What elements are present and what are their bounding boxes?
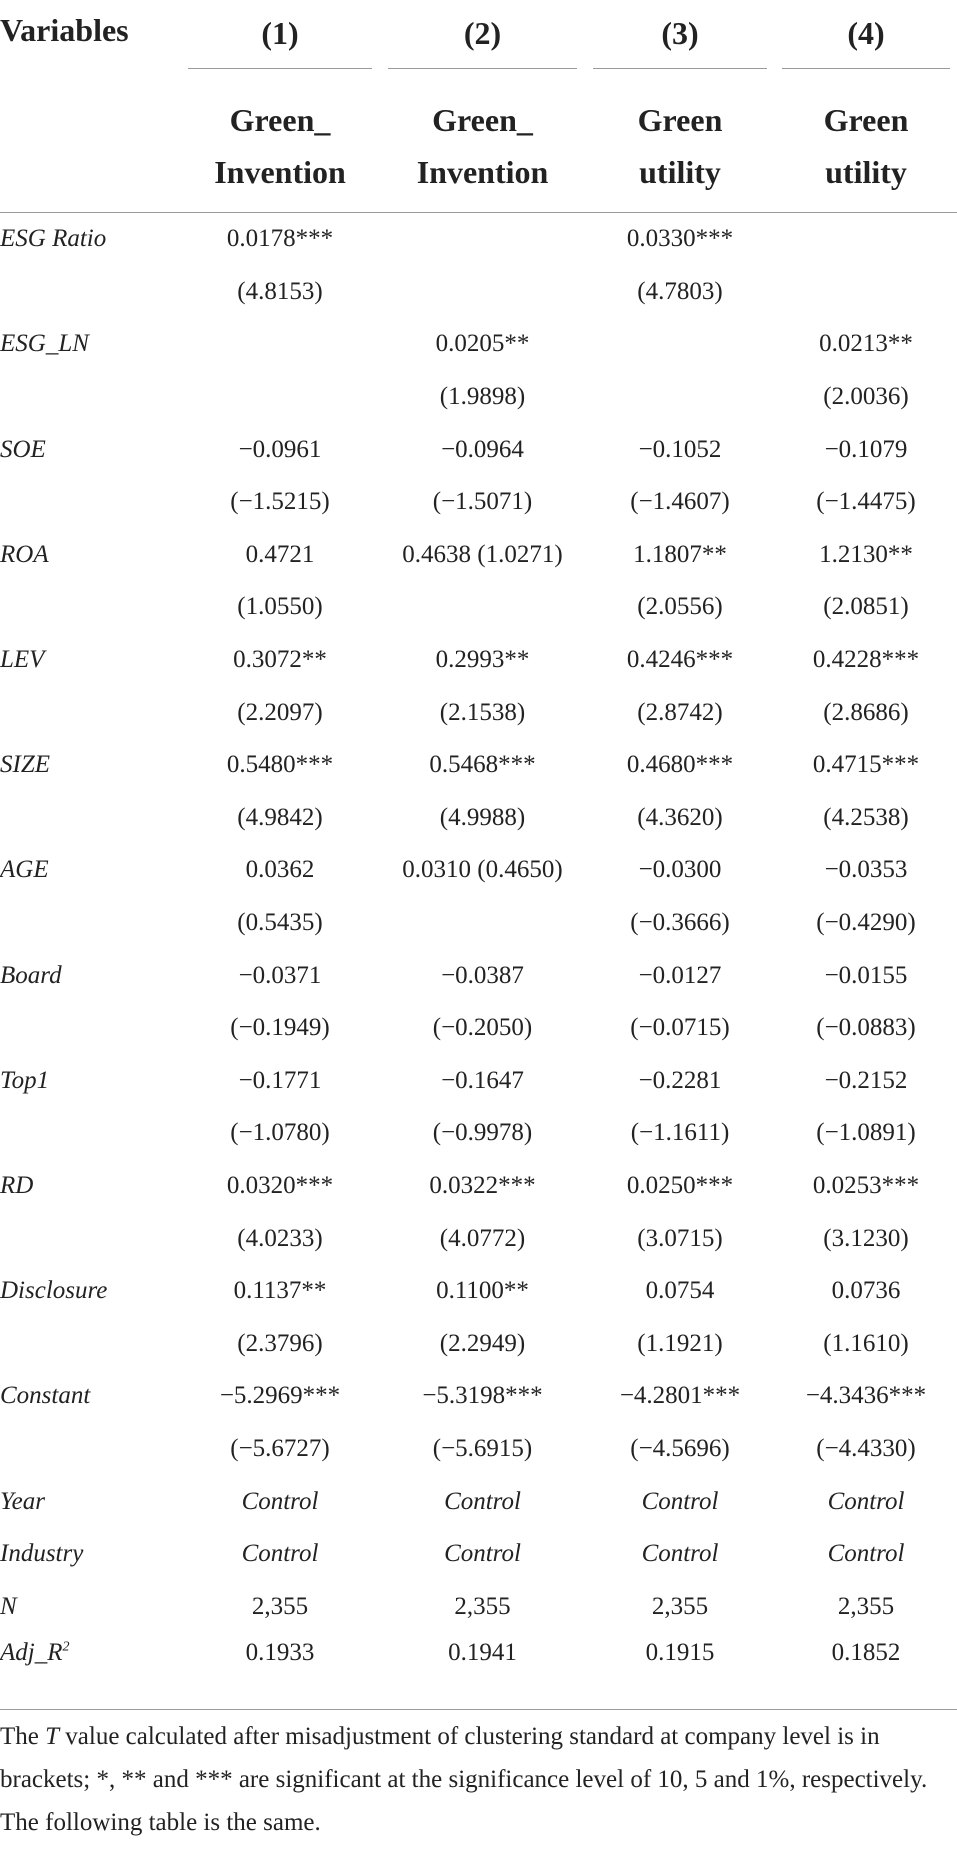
- table-cell: 0.3072**: [233, 646, 327, 674]
- table-cell: (2.3796): [237, 1329, 323, 1357]
- table-row: [0, 1580, 957, 1633]
- table-cell: [380, 266, 585, 319]
- table-cell: 0.0213**: [819, 330, 913, 358]
- table-row: [0, 213, 957, 266]
- table-cell: (−0.0715): [630, 1014, 730, 1042]
- table-cell: 0.0362: [245, 856, 315, 884]
- table-cell: [585, 318, 775, 371]
- table-cell: −0.2281: [638, 1066, 722, 1094]
- table-cell: [775, 213, 957, 266]
- table-cell: Control: [241, 1540, 319, 1568]
- table-cell: 0.1852: [775, 1633, 957, 1710]
- table-cell: 0.4638 (1.0271): [402, 540, 563, 568]
- row-variable: [0, 792, 180, 845]
- row-variable: Constant: [0, 1382, 91, 1410]
- table-cell: −0.0964: [441, 435, 524, 463]
- table-cell: [380, 213, 585, 266]
- table-cell: (−0.0883): [816, 1014, 916, 1042]
- table-cell: 0.0178***: [226, 225, 334, 253]
- table-cell: (−0.1949): [230, 1014, 330, 1042]
- variables-header: Variables: [0, 12, 129, 48]
- table-cell: [585, 371, 775, 424]
- table-cell: 0.1100**: [436, 1277, 529, 1305]
- table-cell: (4.7803): [637, 277, 723, 305]
- table-row: [0, 266, 957, 319]
- column-number: (1): [180, 0, 380, 80]
- row-variable: Industry: [0, 1540, 84, 1568]
- table-cell: (4.9988): [439, 803, 526, 831]
- table-cell: (−0.2050): [432, 1014, 533, 1042]
- table-cell: 0.4721: [245, 540, 315, 568]
- row-variable: N: [0, 1592, 17, 1620]
- table-cell: −4.2801***: [619, 1382, 741, 1410]
- table-cell: [380, 581, 585, 634]
- table-cell: 0.0310 (0.4650): [402, 856, 563, 884]
- row-variable: [0, 1423, 180, 1476]
- column-name: Green_ Invention: [416, 102, 549, 190]
- table-cell: 2,355: [454, 1592, 511, 1620]
- table-row: [0, 581, 957, 634]
- table-cell: (2.0851): [823, 593, 909, 621]
- table-cell: (−5.6915): [432, 1434, 533, 1462]
- column-number-row: [0, 0, 957, 80]
- table-cell: Control: [641, 1540, 719, 1568]
- table-cell: (2.2949): [439, 1329, 526, 1357]
- column-number: (4): [775, 0, 957, 80]
- table-row: [0, 1370, 957, 1423]
- table-cell: (−1.0891): [816, 1119, 916, 1147]
- table-cell: −0.0371: [238, 961, 322, 989]
- row-variable: ESG_LN: [0, 330, 89, 358]
- table-cell: 0.1933: [180, 1633, 380, 1710]
- row-variable: SOE: [0, 435, 46, 463]
- table-cell: −5.2969***: [219, 1382, 341, 1410]
- table-cell: (2.0556): [637, 593, 723, 621]
- row-variable: [0, 581, 180, 634]
- table-row: [0, 318, 957, 371]
- table-cell: (−4.4330): [816, 1434, 916, 1462]
- table-cell: 0.0330***: [626, 225, 734, 253]
- column-number: (2): [380, 0, 585, 80]
- table-cell: 0.0754: [645, 1277, 715, 1305]
- table-cell: 0.0322***: [429, 1171, 536, 1199]
- table-cell: (4.0233): [237, 1224, 323, 1252]
- table-cell: [180, 371, 380, 424]
- column-name: Green_ Invention: [214, 102, 346, 190]
- table-cell: −0.0127: [638, 961, 722, 989]
- table-cell: −0.1052: [638, 435, 722, 463]
- column-name: Green utility: [823, 102, 909, 190]
- table-cell: (−1.4607): [630, 488, 730, 516]
- table-cell: 0.1915: [585, 1633, 775, 1710]
- table-row: [0, 634, 957, 687]
- table-cell: Control: [241, 1487, 319, 1515]
- table-cell: Control: [444, 1487, 521, 1515]
- table-cell: −0.0353: [824, 856, 908, 884]
- table-cell: −4.3436***: [805, 1382, 927, 1410]
- table-row: [0, 1107, 957, 1160]
- row-variable: [0, 1317, 180, 1370]
- table-cell: (−0.9978): [432, 1119, 533, 1147]
- row-variable: [0, 371, 180, 424]
- table-cell: (3.1230): [823, 1224, 909, 1252]
- table-cell: (1.1921): [637, 1329, 723, 1357]
- table-cell: −0.0961: [238, 435, 322, 463]
- table-body: [0, 213, 957, 1710]
- table-cell: 0.5468***: [429, 751, 536, 779]
- table-cell: (2.8742): [637, 698, 723, 726]
- table-cell: Control: [827, 1487, 905, 1515]
- table-row: [0, 371, 957, 424]
- table-cell: (2.0036): [823, 383, 909, 411]
- table-cell: −0.2152: [824, 1066, 908, 1094]
- column-name: Green utility: [637, 102, 723, 190]
- table-cell: (3.0715): [637, 1224, 723, 1252]
- table-cell: (1.0550): [237, 593, 323, 621]
- table-row: [0, 1265, 957, 1318]
- table-cell: (4.2538): [823, 803, 909, 831]
- table-cell: 2,355: [837, 1592, 895, 1620]
- table-cell: [380, 897, 585, 950]
- table-cell: 2,355: [251, 1592, 309, 1620]
- table-cell: 1.2130**: [819, 540, 913, 568]
- table-row: [0, 1528, 957, 1581]
- table-cell: 1.1807**: [633, 540, 727, 568]
- table-cell: (4.9842): [237, 803, 323, 831]
- table-row: [0, 686, 957, 739]
- table-cell: 0.0320***: [226, 1171, 334, 1199]
- row-variable: Top1: [0, 1066, 50, 1094]
- table-cell: (2.1538): [439, 698, 526, 726]
- row-variable: RD: [0, 1171, 34, 1199]
- row-variable: [0, 1212, 180, 1265]
- table-cell: 0.5480***: [226, 751, 334, 779]
- table-cell: (1.1610): [823, 1329, 909, 1357]
- table-cell: 2,355: [651, 1592, 709, 1620]
- table-cell: −0.1647: [441, 1066, 524, 1094]
- table-cell: 0.4246***: [626, 646, 734, 674]
- table-cell: −0.1079: [824, 435, 908, 463]
- table-cell: 0.1137**: [233, 1277, 327, 1305]
- table-row: [0, 476, 957, 529]
- table-row: [0, 897, 957, 950]
- table-row: [0, 1212, 957, 1265]
- table-cell: [180, 318, 380, 371]
- row-variable: [0, 1002, 180, 1055]
- table-cell: 0.0736: [831, 1277, 901, 1305]
- table-row: [0, 792, 957, 845]
- table-cell: 0.4680***: [626, 751, 734, 779]
- table-cell: (4.3620): [637, 803, 723, 831]
- table-cell: (2.2097): [237, 698, 323, 726]
- row-variable: ESG Ratio: [0, 225, 107, 253]
- row-variable: [0, 897, 180, 950]
- table-row: [0, 949, 957, 1002]
- row-variable: SIZE: [0, 751, 50, 779]
- table-cell: 0.1941: [380, 1633, 585, 1710]
- row-variable: [0, 266, 180, 319]
- row-variable: [0, 686, 180, 739]
- row-variable: Disclosure: [0, 1277, 108, 1305]
- table-row: [0, 1475, 957, 1528]
- table-row: [0, 1160, 957, 1213]
- row-variable: LEV: [0, 646, 45, 674]
- row-variable: Board: [0, 961, 62, 989]
- table-row: [0, 423, 957, 476]
- table-cell: −0.0300: [638, 856, 722, 884]
- table-cell: (−1.5071): [432, 488, 533, 516]
- table-cell: (−0.3666): [630, 909, 730, 937]
- table-cell: −5.3198***: [422, 1382, 543, 1410]
- table-cell: (−1.5215): [230, 488, 330, 516]
- row-variable: ROA: [0, 540, 49, 568]
- table-row: [0, 1633, 957, 1710]
- table-cell: −0.1771: [238, 1066, 322, 1094]
- table-cell: (−4.5696): [630, 1434, 730, 1462]
- table-cell: 0.4715***: [812, 751, 920, 779]
- table-cell: 0.4228***: [812, 646, 920, 674]
- table-cell: −0.0387: [441, 961, 524, 989]
- row-variable: $Adj\_R^2$: [0, 1633, 180, 1710]
- table-cell: (4.0772): [439, 1224, 526, 1252]
- table-row: [0, 739, 957, 792]
- table-row: [0, 1317, 957, 1370]
- row-variable: [0, 476, 180, 529]
- table-cell: (−1.4475): [816, 488, 916, 516]
- row-variable: AGE: [0, 856, 49, 884]
- table-cell: Control: [641, 1487, 719, 1515]
- table-cell: 0.0250***: [626, 1171, 734, 1199]
- table-cell: [775, 266, 957, 319]
- table-cell: (−5.6727): [230, 1434, 330, 1462]
- table-cell: 0.0205**: [435, 330, 530, 358]
- table-cell: 0.0253***: [812, 1171, 920, 1199]
- table-cell: (1.9898): [439, 383, 526, 411]
- table-cell: (−1.0780): [230, 1119, 330, 1147]
- table-row: [0, 844, 957, 897]
- row-variable: [0, 1107, 180, 1160]
- table-cell: (0.5435): [237, 909, 323, 937]
- table-row: [0, 1055, 957, 1108]
- table-cell: (−1.1611): [630, 1119, 730, 1147]
- table-row: [0, 1002, 957, 1055]
- table-cell: (4.8153): [237, 277, 323, 305]
- table-cell: Control: [444, 1540, 521, 1568]
- table-row: [0, 529, 957, 582]
- table-cell: (2.8686): [823, 698, 909, 726]
- table-row: [0, 1423, 957, 1476]
- table-footnote: The T value calculated after misadjustment of clustering standard at company level is in brackets; *, ** and *** are significant at the significance level of 10, 5 and 1%, respectively. The following table is the same.: [0, 1723, 928, 1836]
- table-cell: (−0.4290): [816, 909, 916, 937]
- table-cell: Control: [827, 1540, 905, 1568]
- row-variable: Year: [0, 1487, 45, 1515]
- table-cell: 0.2993**: [435, 646, 530, 674]
- column-number: (3): [585, 0, 775, 80]
- table-cell: −0.0155: [824, 961, 908, 989]
